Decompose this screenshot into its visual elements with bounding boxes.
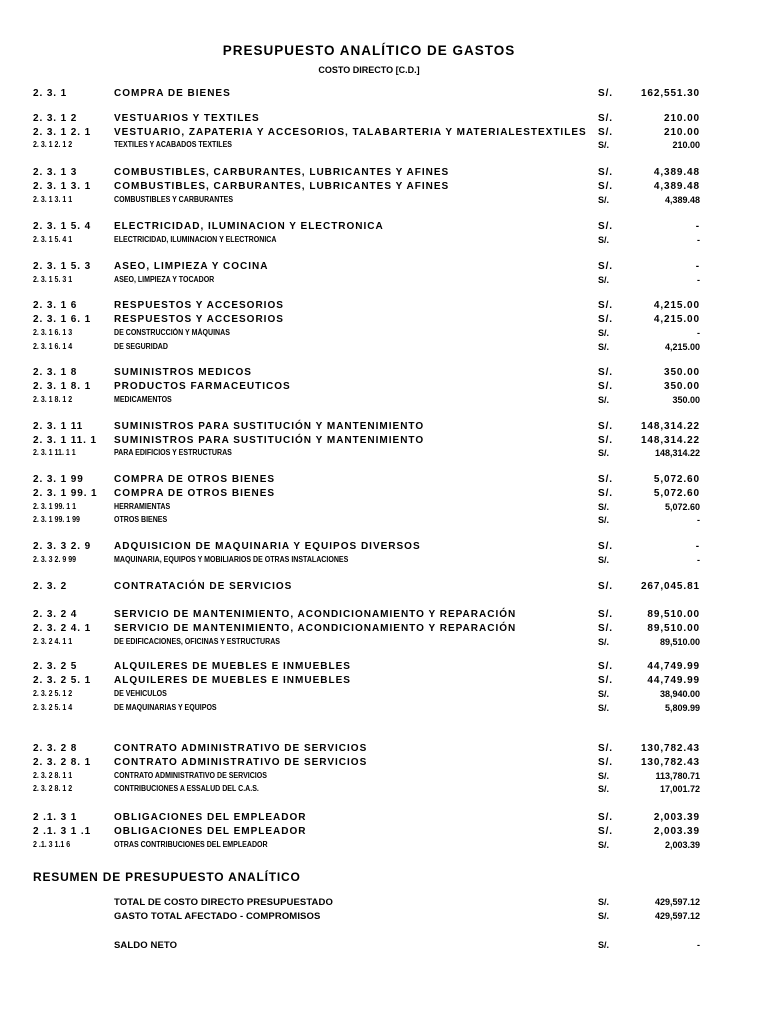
- account-description: TOTAL DE COSTO DIRECTO PRESUPUESTADO: [114, 897, 333, 908]
- table-row: [0, 771, 768, 784]
- currency-symbol: S/.: [598, 488, 613, 499]
- amount-value: 44,749.99: [647, 661, 700, 672]
- currency-symbol: S/.: [598, 771, 610, 781]
- account-description: COMBUSTIBLES Y CARBURANTES: [114, 195, 234, 204]
- currency-symbol: S/.: [598, 515, 610, 525]
- account-code: 2. 3. 2 8: [33, 743, 78, 754]
- currency-symbol: S/.: [598, 623, 613, 634]
- account-code: 2. 3. 2 5. 1 4: [33, 703, 73, 712]
- account-code: 2. 3. 1 8. 1: [33, 381, 92, 392]
- amount-value: -: [695, 541, 700, 552]
- amount-value: 5,072.60: [653, 474, 700, 485]
- table-row: [0, 826, 768, 839]
- account-description: DE CONSTRUCCIÓN Y MÁQUINAS: [114, 328, 230, 337]
- table-row: [0, 88, 768, 101]
- table-row: [0, 395, 768, 408]
- account-code: 2. 3. 1 5. 4 1: [33, 235, 73, 244]
- account-description: OTRAS CONTRIBUCIONES DEL EMPLEADOR: [114, 840, 268, 849]
- account-description: SERVICIO DE MANTENIMIENTO, ACONDICIONAMIENTO Y REPARACIÓN: [114, 609, 517, 620]
- table-row: [0, 911, 768, 924]
- table-row: [0, 300, 768, 313]
- account-description: TEXTILES Y ACABADOS TEXTILES: [114, 140, 233, 149]
- account-code: 2. 3. 1 3. 1: [33, 181, 92, 192]
- account-description: CONTRATO ADMINISTRATIVO DE SERVICIOS: [114, 743, 368, 754]
- amount-value: 4,215.00: [653, 300, 700, 311]
- amount-value: -: [697, 328, 700, 338]
- amount-value: 350.00: [672, 395, 700, 405]
- account-description: COMBUSTIBLES, CARBURANTES, LUBRICANTES Y AFINES: [114, 181, 450, 192]
- amount-value: 44,749.99: [647, 675, 700, 686]
- account-code: 2. 3. 1 99. 1: [33, 488, 98, 499]
- table-row: [0, 703, 768, 716]
- amount-value: 350.00: [664, 381, 700, 392]
- amount-value: -: [695, 261, 700, 272]
- account-description: CONTRATO ADMINISTRATIVO DE SERVICIOS: [114, 771, 267, 780]
- amount-value: 130,782.43: [640, 743, 700, 754]
- account-code: 2. 3. 2 5. 1 2: [33, 689, 73, 698]
- table-row: [0, 474, 768, 487]
- amount-value: 5,809.99: [664, 703, 700, 713]
- amount-value: -: [697, 275, 700, 285]
- account-code: 2. 3. 1 8. 1 2: [33, 395, 73, 404]
- amount-value: 210.00: [664, 127, 700, 138]
- account-description: CONTRATACIÓN DE SERVICIOS: [114, 581, 293, 592]
- currency-symbol: S/.: [598, 581, 613, 592]
- table-row: [0, 555, 768, 568]
- table-row: [0, 609, 768, 622]
- amount-value: 2,003.39: [653, 812, 700, 823]
- table-row: [0, 623, 768, 636]
- amount-value: 4,389.48: [653, 181, 700, 192]
- account-code: 2. 3. 1 2. 1: [33, 127, 92, 138]
- table-row: [0, 167, 768, 180]
- table-row: [0, 743, 768, 756]
- summary-heading: RESUMEN DE PRESUPUESTO ANALÍTICO: [33, 870, 301, 884]
- table-row: [0, 502, 768, 515]
- table-row: [0, 195, 768, 208]
- currency-symbol: S/.: [598, 609, 613, 620]
- table-row: [0, 448, 768, 461]
- account-description: ASEO, LIMPIEZA Y TOCADOR: [114, 275, 215, 284]
- currency-symbol: S/.: [598, 661, 613, 672]
- currency-symbol: S/.: [598, 275, 610, 285]
- table-row: [0, 689, 768, 702]
- currency-symbol: S/.: [598, 167, 613, 178]
- amount-value: 4,215.00: [653, 314, 700, 325]
- amount-value: 429,597.12: [654, 911, 700, 921]
- account-code: 2. 3. 1 6. 1 4: [33, 342, 73, 351]
- amount-value: -: [697, 555, 700, 565]
- amount-value: 5,072.60: [664, 502, 700, 512]
- table-row: [0, 897, 768, 910]
- currency-symbol: S/.: [598, 757, 613, 768]
- account-description: DE EDIFICACIONES, OFICINAS Y ESTRUCTURAS: [114, 637, 280, 646]
- currency-symbol: S/.: [598, 541, 613, 552]
- amount-value: 38,940.00: [659, 689, 700, 699]
- account-description: HERRAMIENTAS: [114, 502, 171, 511]
- account-description: CONTRIBUCIONES A ESSALUD DEL C.A.S.: [114, 784, 259, 793]
- amount-value: 162,551.30: [640, 88, 700, 99]
- currency-symbol: S/.: [598, 474, 613, 485]
- account-description: SERVICIO DE MANTENIMIENTO, ACONDICIONAMIENTO Y REPARACIÓN: [114, 623, 517, 634]
- account-code: 2. 3. 1 99: [33, 474, 84, 485]
- account-description: ELECTRICIDAD, ILUMINACION Y ELECTRONICA: [114, 221, 384, 232]
- table-row: [0, 127, 768, 140]
- amount-value: 89,510.00: [659, 637, 700, 647]
- table-row: [0, 381, 768, 394]
- currency-symbol: S/.: [598, 342, 610, 352]
- account-code: 2. 3. 1 2: [33, 113, 78, 124]
- amount-value: 4,389.48: [664, 195, 700, 205]
- currency-symbol: S/.: [598, 395, 610, 405]
- account-code: 2. 3. 1 6. 1: [33, 314, 92, 325]
- account-description: SUMINISTROS PARA SUSTITUCIÓN Y MANTENIMIENTO: [114, 435, 425, 446]
- currency-symbol: S/.: [598, 235, 610, 245]
- account-code: 2. 3. 2: [33, 581, 68, 592]
- currency-symbol: S/.: [598, 381, 613, 392]
- currency-symbol: S/.: [598, 195, 610, 205]
- document-title: PRESUPUESTO ANALÍTICO DE GASTOS: [222, 43, 516, 58]
- account-description: COMPRA DE BIENES: [114, 88, 231, 99]
- account-description: SALDO NETO: [114, 940, 178, 951]
- amount-value: 5,072.60: [653, 488, 700, 499]
- currency-symbol: S/.: [598, 261, 613, 272]
- currency-symbol: S/.: [598, 743, 613, 754]
- currency-symbol: S/.: [598, 826, 613, 837]
- account-code: 2. 3. 2 4. 1: [33, 623, 92, 634]
- account-code: 2. 3. 3 2. 9 99: [33, 555, 77, 564]
- table-row: [0, 261, 768, 274]
- account-code: 2. 3. 2 5. 1: [33, 675, 92, 686]
- amount-value: 148,314.22: [640, 421, 700, 432]
- account-description: VESTUARIO, ZAPATERIA Y ACCESORIOS, TALABARTERIA Y MATERIALESTEXTILES: [114, 127, 587, 138]
- currency-symbol: S/.: [598, 689, 610, 699]
- currency-symbol: S/.: [598, 911, 610, 921]
- amount-value: -: [695, 221, 700, 232]
- account-description: OBLIGACIONES DEL EMPLEADOR: [114, 812, 307, 823]
- document-subtitle: COSTO DIRECTO [C.D.]: [318, 65, 420, 75]
- account-description: ELECTRICIDAD, ILUMINACION Y ELECTRONICA: [114, 235, 277, 244]
- table-row: [0, 314, 768, 327]
- account-description: DE SEGURIDAD: [114, 342, 168, 351]
- currency-symbol: S/.: [598, 300, 613, 311]
- table-row: [0, 113, 768, 126]
- table-row: [0, 367, 768, 380]
- account-code: 2. 3. 1: [33, 88, 68, 99]
- account-code: 2. 3. 2 4. 1 1: [33, 637, 73, 646]
- account-code: 2 .1. 3 1 .1: [33, 826, 92, 837]
- amount-value: 4,389.48: [653, 167, 700, 178]
- account-code: 2. 3. 1 5. 3 1: [33, 275, 73, 284]
- account-code: 2. 3. 1 99. 1 99: [33, 515, 80, 524]
- account-description: ALQUILERES DE MUEBLES E INMUEBLES: [114, 661, 351, 672]
- account-description: ASEO, LIMPIEZA Y COCINA: [114, 261, 269, 272]
- currency-symbol: S/.: [598, 314, 613, 325]
- table-row: [0, 140, 768, 153]
- currency-symbol: S/.: [598, 113, 613, 124]
- table-row: [0, 637, 768, 650]
- currency-symbol: S/.: [598, 502, 610, 512]
- currency-symbol: S/.: [598, 784, 610, 794]
- currency-symbol: S/.: [598, 555, 610, 565]
- table-row: [0, 435, 768, 448]
- account-code: 2. 3. 3 2. 9: [33, 541, 92, 552]
- amount-value: 429,597.12: [654, 897, 700, 907]
- account-code: 2. 3. 1 6: [33, 300, 78, 311]
- account-code: 2. 3. 2 8. 1 1: [33, 771, 73, 780]
- table-row: [0, 541, 768, 554]
- currency-symbol: S/.: [598, 897, 610, 907]
- account-code: 2. 3. 1 5. 3: [33, 261, 92, 272]
- amount-value: 148,314.22: [654, 448, 700, 458]
- account-description: COMPRA DE OTROS BIENES: [114, 488, 276, 499]
- table-row: [0, 661, 768, 674]
- currency-symbol: S/.: [598, 367, 613, 378]
- account-code: 2. 3. 1 11. 1: [33, 435, 97, 446]
- account-description: MEDICAMENTOS: [114, 395, 172, 404]
- amount-value: 130,782.43: [640, 757, 700, 768]
- currency-symbol: S/.: [598, 812, 613, 823]
- table-row: [0, 675, 768, 688]
- currency-symbol: S/.: [598, 140, 610, 150]
- currency-symbol: S/.: [598, 703, 610, 713]
- account-code: 2. 3. 1 6. 1 3: [33, 328, 73, 337]
- account-code: 2. 3. 1 99. 1 1: [33, 502, 77, 511]
- amount-value: -: [697, 515, 700, 525]
- amount-value: 2,003.39: [664, 840, 700, 850]
- account-code: 2. 3. 2 8. 1 2: [33, 784, 73, 793]
- amount-value: 148,314.22: [640, 435, 700, 446]
- table-row: [0, 421, 768, 434]
- currency-symbol: S/.: [598, 127, 613, 138]
- account-code: 2. 3. 1 2. 1 2: [33, 140, 73, 149]
- amount-value: -: [697, 940, 700, 950]
- account-code: 2. 3. 1 5. 4: [33, 221, 92, 232]
- amount-value: 350.00: [664, 367, 700, 378]
- currency-symbol: S/.: [598, 221, 613, 232]
- account-description: DE VEHICULOS: [114, 689, 167, 698]
- account-description: CONTRATO ADMINISTRATIVO DE SERVICIOS: [114, 757, 368, 768]
- account-code: 2. 3. 1 11: [33, 421, 84, 432]
- amount-value: 89,510.00: [647, 609, 700, 620]
- currency-symbol: S/.: [598, 940, 610, 950]
- account-description: COMPRA DE OTROS BIENES: [114, 474, 276, 485]
- account-code: 2. 3. 2 4: [33, 609, 78, 620]
- table-row: [0, 515, 768, 528]
- currency-symbol: S/.: [598, 675, 613, 686]
- account-description: RESPUESTOS Y ACCESORIOS: [114, 314, 284, 325]
- table-row: [0, 342, 768, 355]
- account-description: DE MAQUINARIAS Y EQUIPOS: [114, 703, 217, 712]
- account-code: 2. 3. 1 3: [33, 167, 78, 178]
- account-description: OBLIGACIONES DEL EMPLEADOR: [114, 826, 307, 837]
- amount-value: 89,510.00: [647, 623, 700, 634]
- account-code: 2. 3. 1 11. 1 1: [33, 448, 76, 457]
- table-row: [0, 221, 768, 234]
- table-row: [0, 812, 768, 825]
- currency-symbol: S/.: [598, 637, 610, 647]
- account-description: PRODUCTOS FARMACEUTICOS: [114, 381, 291, 392]
- currency-symbol: S/.: [598, 421, 613, 432]
- account-description: RESPUESTOS Y ACCESORIOS: [114, 300, 284, 311]
- currency-symbol: S/.: [598, 181, 613, 192]
- table-row: [0, 488, 768, 501]
- table-row: [0, 275, 768, 288]
- account-description: ALQUILERES DE MUEBLES E INMUEBLES: [114, 675, 351, 686]
- amount-value: 113,780.71: [655, 771, 700, 781]
- account-code: 2. 3. 2 5: [33, 661, 78, 672]
- table-row: [0, 757, 768, 770]
- currency-symbol: S/.: [598, 328, 610, 338]
- table-row: [0, 840, 768, 853]
- account-code: 2 .1. 3 1: [33, 812, 78, 823]
- amount-value: 2,003.39: [653, 826, 700, 837]
- currency-symbol: S/.: [598, 88, 613, 99]
- account-code: 2 .1. 3 1.1 6: [33, 840, 71, 849]
- amount-value: -: [697, 235, 700, 245]
- account-description: OTROS BIENES: [114, 515, 168, 524]
- amount-value: 210.00: [672, 140, 700, 150]
- table-row: [0, 328, 768, 341]
- amount-value: 4,215.00: [664, 342, 700, 352]
- account-code: 2. 3. 1 8: [33, 367, 78, 378]
- account-description: PARA EDIFICIOS Y ESTRUCTURAS: [114, 448, 232, 457]
- account-description: SUMINISTROS PARA SUSTITUCIÓN Y MANTENIMIENTO: [114, 421, 425, 432]
- amount-value: 17,001.72: [659, 784, 700, 794]
- currency-symbol: S/.: [598, 435, 613, 446]
- amount-value: 267,045.81: [640, 581, 700, 592]
- amount-value: 210.00: [664, 113, 700, 124]
- table-row: [0, 784, 768, 797]
- account-description: COMBUSTIBLES, CARBURANTES, LUBRICANTES Y AFINES: [114, 167, 450, 178]
- account-description: GASTO TOTAL AFECTADO - COMPROMISOS: [114, 911, 321, 922]
- currency-symbol: S/.: [598, 448, 610, 458]
- table-row: [0, 181, 768, 194]
- account-description: SUMINISTROS MEDICOS: [114, 367, 252, 378]
- currency-symbol: S/.: [598, 840, 610, 850]
- account-code: 2. 3. 1 3. 1 1: [33, 195, 73, 204]
- account-description: ADQUISICION DE MAQUINARIA Y EQUIPOS DIVERSOS: [114, 541, 421, 552]
- account-description: VESTUARIOS Y TEXTILES: [114, 113, 260, 124]
- table-row: [0, 581, 768, 594]
- table-row: [0, 940, 768, 953]
- table-row: [0, 235, 768, 248]
- account-code: 2. 3. 2 8. 1: [33, 757, 92, 768]
- account-description: MAQUINARIA, EQUIPOS Y MOBILIARIOS DE OTRAS INSTALACIONES: [114, 555, 349, 564]
